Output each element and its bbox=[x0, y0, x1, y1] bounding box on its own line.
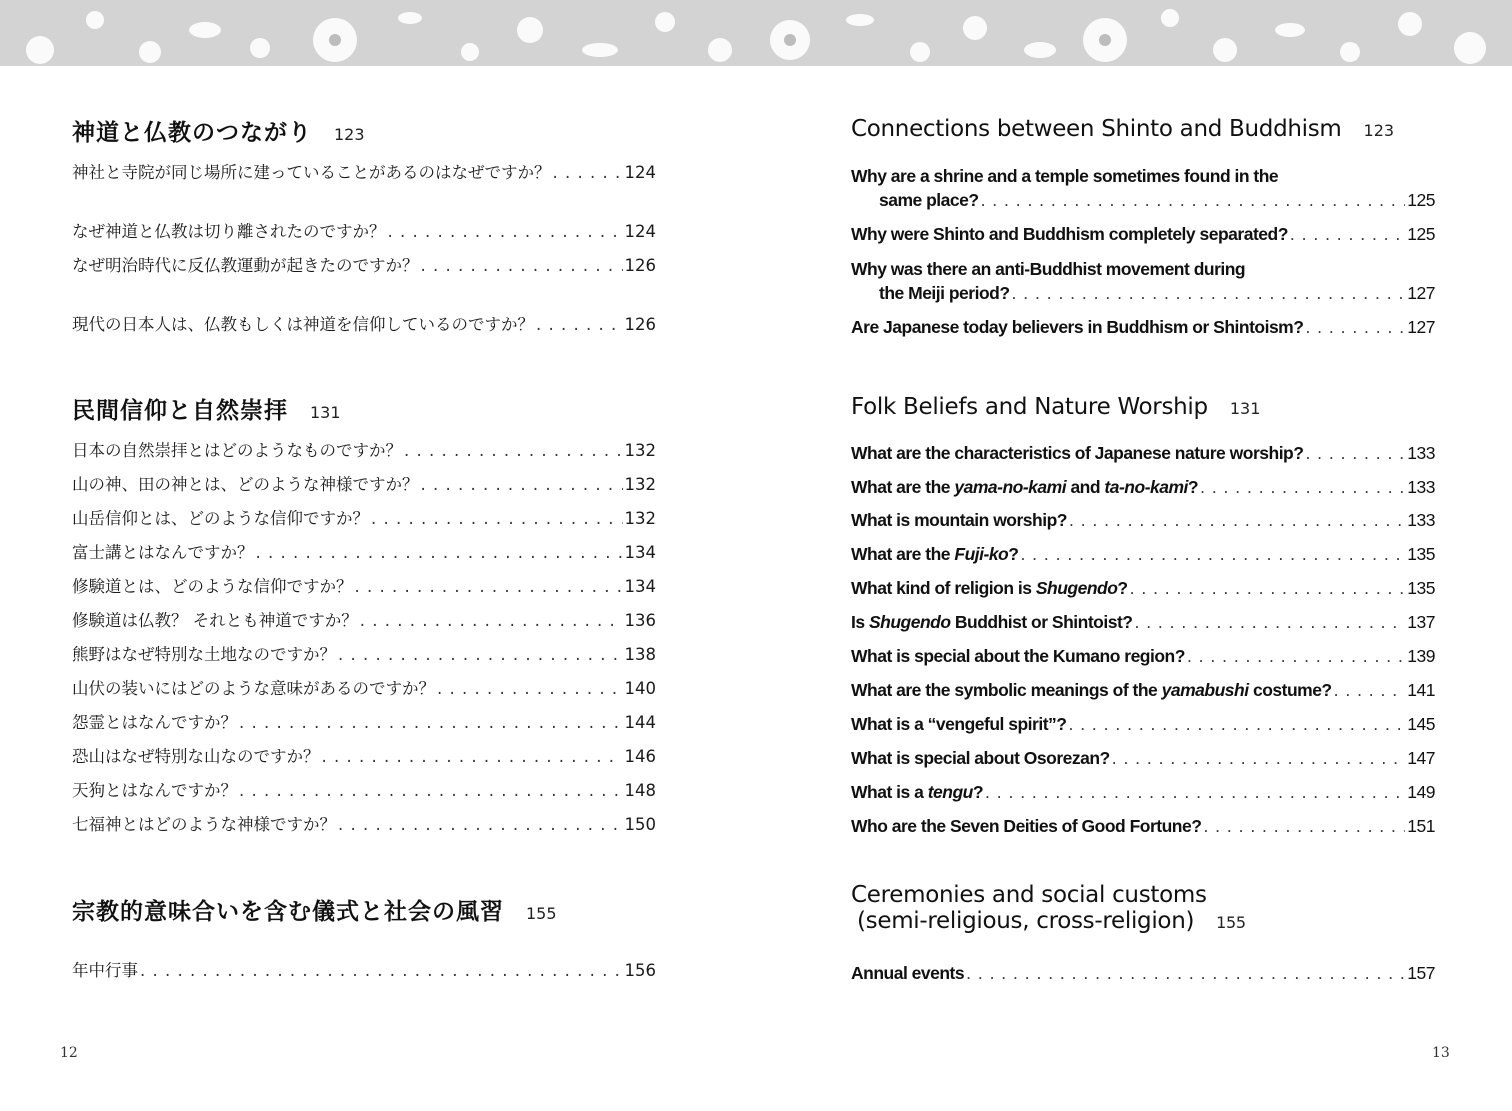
toc-entry[interactable] bbox=[851, 610, 1435, 634]
entry-page: 144 bbox=[624, 713, 656, 732]
entry-text: 富士講とはなんですか？ bbox=[72, 543, 254, 562]
right-page-toc bbox=[851, 0, 1435, 1111]
section-title: 民間信仰と自然崇拝 bbox=[72, 397, 288, 424]
entry-text: 年中行事 bbox=[72, 961, 138, 980]
entry-text: What are the Fuji-ko? bbox=[851, 544, 1019, 564]
entry-text: 修験道は仏教？ それとも神道ですか？ bbox=[72, 611, 358, 630]
leader-dots bbox=[1069, 508, 1405, 532]
entry-page: 126 bbox=[624, 315, 656, 334]
section-page-number: 155 bbox=[1216, 913, 1246, 932]
entry-page: 127 bbox=[1407, 283, 1435, 303]
entry-page: 150 bbox=[624, 815, 656, 834]
section-heading bbox=[851, 116, 1394, 142]
page-folio-left: 12 bbox=[60, 1045, 78, 1061]
leader-dots bbox=[421, 473, 623, 497]
entry-page: 138 bbox=[624, 645, 656, 664]
entry-text: 修験道とは、どのような信仰ですか？ bbox=[72, 577, 353, 596]
toc-entry[interactable] bbox=[851, 475, 1435, 499]
section-heading bbox=[72, 893, 557, 926]
toc-entry[interactable] bbox=[851, 257, 1435, 305]
entry-text: What are the symbolic meanings of the yamabushi costume? bbox=[851, 680, 1332, 700]
left-page-toc bbox=[72, 0, 656, 1111]
leader-dots bbox=[1020, 542, 1405, 566]
section-heading bbox=[72, 114, 365, 147]
toc-entry[interactable] bbox=[851, 576, 1435, 600]
entry-page: 134 bbox=[624, 577, 656, 596]
leader-dots bbox=[1134, 610, 1405, 634]
toc-entry[interactable] bbox=[851, 712, 1435, 736]
entry-text: 怨霊とはなんですか？ bbox=[72, 713, 237, 732]
section-heading bbox=[851, 394, 1260, 420]
leader-dots bbox=[1305, 315, 1405, 339]
entry-page: 124 bbox=[624, 222, 656, 241]
leader-dots bbox=[1130, 576, 1406, 600]
entry-page: 132 bbox=[624, 475, 656, 494]
leader-dots bbox=[1290, 222, 1405, 246]
toc-entry[interactable] bbox=[851, 814, 1435, 838]
entry-text: Why were Shinto and Buddhism completely separated? bbox=[851, 224, 1288, 244]
toc-entry[interactable] bbox=[851, 961, 1435, 985]
entry-text-line1: Why was there an anti-Buddhist movement during bbox=[851, 259, 1246, 279]
toc-entry[interactable] bbox=[72, 254, 656, 278]
toc-entry[interactable] bbox=[851, 164, 1435, 212]
toc-entry[interactable] bbox=[72, 575, 656, 599]
section-title: 宗教的意味合いを含む儀式と社会の風習 bbox=[72, 898, 504, 925]
toc-entry[interactable] bbox=[851, 780, 1435, 804]
entry-page: 140 bbox=[624, 679, 656, 698]
entry-text-line2: the Meiji period? bbox=[879, 283, 1010, 303]
leader-dots bbox=[985, 780, 1405, 804]
leader-dots bbox=[966, 961, 1405, 985]
leader-dots bbox=[1203, 814, 1405, 838]
leader-dots bbox=[536, 313, 623, 337]
entry-text: 現代の日本人は、仏教もしくは神道を信仰しているのですか？ bbox=[72, 315, 534, 334]
entry-page: 132 bbox=[624, 441, 656, 460]
section-page-number: 123 bbox=[334, 125, 365, 144]
entry-page: 146 bbox=[624, 747, 656, 766]
section-heading bbox=[72, 392, 341, 425]
leader-dots bbox=[1068, 712, 1405, 736]
entry-page: 135 bbox=[1407, 578, 1435, 598]
leader-dots bbox=[1334, 678, 1406, 702]
entry-page: 137 bbox=[1407, 612, 1435, 632]
entry-text: Are Japanese today believers in Buddhism or Shintoism? bbox=[851, 317, 1304, 337]
toc-entry[interactable] bbox=[72, 677, 656, 701]
entry-page: 145 bbox=[1407, 714, 1435, 734]
entry-page: 133 bbox=[1407, 477, 1435, 497]
toc-entry[interactable] bbox=[72, 313, 656, 337]
toc-entry[interactable] bbox=[851, 508, 1435, 532]
entry-page: 125 bbox=[1407, 224, 1435, 244]
leader-dots bbox=[239, 711, 623, 735]
section-title: Ceremonies and social customs (semi-religious, cross-religion) 155 bbox=[851, 882, 1246, 934]
toc-entry[interactable] bbox=[72, 959, 656, 983]
toc-entry[interactable] bbox=[72, 161, 656, 185]
entry-page: 132 bbox=[624, 509, 656, 528]
entry-text: Is Shugendo Buddhist or Shintoist? bbox=[851, 612, 1133, 632]
leader-dots bbox=[1305, 441, 1405, 465]
leader-dots bbox=[338, 643, 623, 667]
leader-dots bbox=[1187, 644, 1405, 668]
leader-dots bbox=[355, 575, 623, 599]
entry-text: 七福神とはどのような神様ですか？ bbox=[72, 815, 336, 834]
leader-dots bbox=[371, 507, 623, 531]
leader-dots bbox=[1200, 475, 1405, 499]
entry-text: Who are the Seven Deities of Good Fortune? bbox=[851, 816, 1202, 836]
entry-text: 天狗とはなんですか？ bbox=[72, 781, 237, 800]
leader-dots bbox=[256, 541, 623, 565]
entry-page: 133 bbox=[1407, 510, 1435, 530]
section-page-number: 123 bbox=[1363, 121, 1395, 140]
entry-page: 134 bbox=[624, 543, 656, 562]
leader-dots bbox=[140, 959, 623, 983]
entry-page: 141 bbox=[1407, 680, 1435, 700]
entry-text: What is special about the Kumano region? bbox=[851, 646, 1185, 666]
toc-entry[interactable] bbox=[72, 473, 656, 497]
leader-dots bbox=[1012, 281, 1406, 305]
entry-page: 147 bbox=[1407, 748, 1435, 768]
toc-entry[interactable] bbox=[851, 542, 1435, 566]
leader-dots bbox=[437, 677, 623, 701]
toc-entry[interactable] bbox=[72, 507, 656, 531]
leader-dots bbox=[981, 188, 1406, 212]
toc-entry[interactable] bbox=[851, 746, 1435, 770]
leader-dots bbox=[404, 439, 623, 463]
entry-text: 神社と寺院が同じ場所に建っていることがあるのはなぜですか？ bbox=[72, 163, 551, 182]
entry-text: What are the yama-no-kami and ta-no-kami? bbox=[851, 477, 1199, 497]
entry-text: 恐山はなぜ特別な山なのですか？ bbox=[72, 747, 320, 766]
entry-page: 126 bbox=[624, 256, 656, 275]
toc-entry[interactable] bbox=[72, 711, 656, 735]
entry-text: Annual events bbox=[851, 963, 965, 983]
toc-entry[interactable] bbox=[72, 779, 656, 803]
toc-entry[interactable] bbox=[72, 220, 656, 244]
entry-page: 139 bbox=[1407, 646, 1435, 666]
entry-page: 135 bbox=[1407, 544, 1435, 564]
toc-entry[interactable] bbox=[851, 441, 1435, 465]
page-folio-right: 13 bbox=[1432, 1045, 1450, 1061]
entry-text: なぜ明治時代に反仏教運動が起きたのですか？ bbox=[72, 256, 419, 275]
toc-entry[interactable] bbox=[851, 222, 1435, 246]
entry-page: 125 bbox=[1407, 190, 1435, 210]
entry-page: 157 bbox=[1407, 963, 1435, 983]
toc-entry[interactable] bbox=[72, 643, 656, 667]
entry-page: 136 bbox=[624, 611, 656, 630]
leader-dots bbox=[553, 161, 623, 185]
entry-page: 149 bbox=[1407, 782, 1435, 802]
section-title: Folk Beliefs and Nature Worship bbox=[851, 394, 1208, 420]
entry-page: 133 bbox=[1407, 443, 1435, 463]
toc-entry[interactable] bbox=[851, 315, 1435, 339]
entry-text: What is mountain worship? bbox=[851, 510, 1067, 530]
toc-entry[interactable] bbox=[851, 678, 1435, 702]
leader-dots bbox=[1112, 746, 1406, 770]
section-page-number: 131 bbox=[310, 403, 341, 422]
toc-entry[interactable] bbox=[72, 439, 656, 463]
toc-entry[interactable] bbox=[851, 644, 1435, 668]
entry-page: 127 bbox=[1407, 317, 1435, 337]
entry-text: What is a “vengeful spirit”? bbox=[851, 714, 1067, 734]
entry-text: 熊野はなぜ特別な土地なのですか？ bbox=[72, 645, 336, 664]
entry-text: 山伏の装いにはどのような意味があるのですか？ bbox=[72, 679, 435, 698]
entry-text: 日本の自然崇拝とはどのようなものですか？ bbox=[72, 441, 402, 460]
leader-dots bbox=[338, 813, 623, 837]
section-title: 神道と仏教のつながり bbox=[72, 119, 312, 146]
section-page-number: 155 bbox=[526, 904, 557, 923]
entry-text: What are the characteristics of Japanese nature worship? bbox=[851, 443, 1304, 463]
entry-text-line2: same place? bbox=[879, 190, 979, 210]
entry-text: 山岳信仰とは、どのような信仰ですか？ bbox=[72, 509, 369, 528]
entry-page: 156 bbox=[624, 961, 656, 980]
entry-text: 山の神、田の神とは、どのような神様ですか？ bbox=[72, 475, 419, 494]
toc-entry[interactable] bbox=[72, 813, 656, 837]
entry-page: 148 bbox=[624, 781, 656, 800]
entry-text: What kind of religion is Shugendo? bbox=[851, 578, 1128, 598]
leader-dots bbox=[421, 254, 623, 278]
toc-entry[interactable] bbox=[72, 745, 656, 769]
entry-text: What is a tengu? bbox=[851, 782, 984, 802]
section-page-number: 131 bbox=[1229, 399, 1261, 418]
section-heading bbox=[851, 882, 1246, 934]
toc-entry[interactable] bbox=[72, 541, 656, 565]
entry-text: なぜ神道と仏教は切り離されたのですか？ bbox=[72, 222, 386, 241]
entry-text: What is special about Osorezan? bbox=[851, 748, 1110, 768]
leader-dots bbox=[239, 779, 623, 803]
entry-page: 151 bbox=[1407, 816, 1435, 836]
leader-dots bbox=[360, 609, 623, 633]
section-title: Connections between Shinto and Buddhism bbox=[851, 116, 1342, 142]
entry-text-line1: Why are a shrine and a temple sometimes found in the bbox=[851, 166, 1279, 186]
leader-dots bbox=[388, 220, 623, 244]
entry-page: 124 bbox=[624, 163, 656, 182]
leader-dots bbox=[322, 745, 623, 769]
toc-entry[interactable] bbox=[72, 609, 656, 633]
